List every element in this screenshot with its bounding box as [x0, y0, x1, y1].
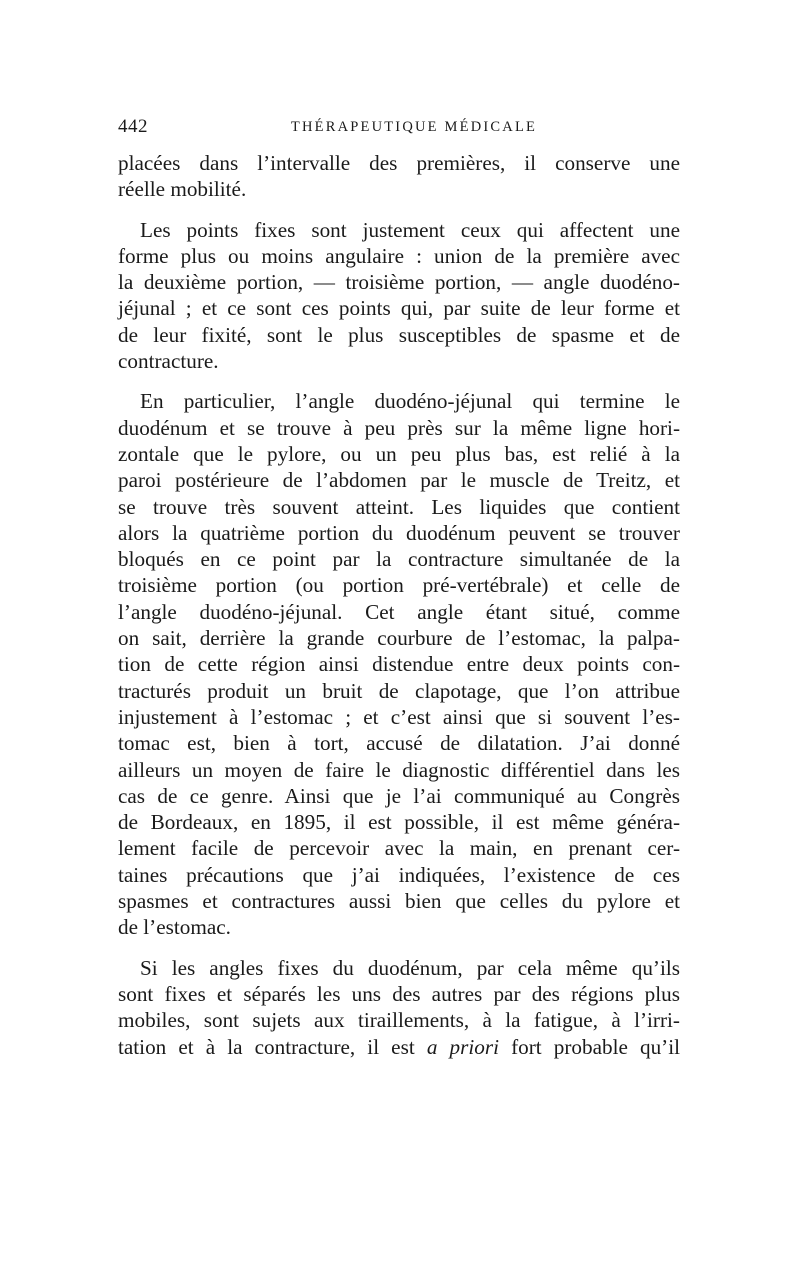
text-line-with-italic — [118, 1034, 680, 1060]
paragraph-4 — [118, 955, 680, 1060]
text-line: En particulier, l’angle duodéno-jéjunal qui termine le — [140, 389, 680, 414]
text-line: troisième portion (ou portion pré-vertébrale) et celle de — [118, 573, 680, 598]
paragraph-3 — [118, 388, 680, 940]
running-title: THÉRAPEUTIQUE MÉDICALE — [290, 119, 538, 135]
page-number: 442 — [118, 116, 148, 137]
text-line: jéjunal ; et ce sont ces points qui, par suite de leur forme et — [118, 296, 680, 321]
body-text — [118, 150, 680, 1074]
text-line: duodénum et se trouve à peu près sur la même ligne hori- — [118, 415, 680, 440]
text-line: forme plus ou moins angulaire : union de la première avec — [118, 243, 680, 268]
text-line: Si les angles fixes du duodénum, par cela même qu’ils — [140, 955, 680, 980]
text-line: sont fixes et séparés les uns des autres par des régions plus — [118, 981, 680, 1006]
text-line: lement facile de percevoir avec la main, en prenant cer- — [118, 836, 680, 861]
text-line: on sait, derrière la grande courbure de l’estomac, la palpa- — [118, 626, 680, 651]
text-line: injustement à l’estomac ; et c’est ainsi que si souvent l’es- — [118, 704, 680, 729]
text-line: se trouve très souvent atteint. Les liquides que contient — [118, 494, 680, 519]
italic-phrase: a priori — [426, 1034, 499, 1059]
text-line: de Bordeaux, en 1895, il est possible, il est même généra- — [118, 810, 680, 835]
text-line: ailleurs un moyen de faire le diagnostic différentiel dans les — [118, 757, 680, 782]
text-line: contracture. — [118, 349, 219, 374]
paragraph-2 — [118, 217, 680, 375]
text-line: placées dans l’intervalle des premières, il conserve une — [118, 151, 680, 175]
text-segment: tation et à la contracture, il est — [118, 1034, 427, 1059]
text-line: alors la quatrième portion du duodénum peuvent se trouver — [118, 520, 680, 545]
text-line: tomac est, bien à tort, accusé de dilatation. J’ai donné — [118, 731, 680, 756]
text-segment: fort probable qu’il — [498, 1034, 681, 1059]
text-line: Les points fixes sont justement ceux qui affectent une — [140, 217, 680, 242]
text-line: zontale que le pylore, ou un peu plus bas, est relié à la — [118, 441, 680, 466]
text-line: de l’estomac. — [118, 915, 231, 940]
text-line: de leur fixité, sont le plus susceptibles de spasme et de — [118, 322, 680, 347]
text-line: l’angle duodéno-jéjunal. Cet angle étant situé, comme — [118, 599, 680, 624]
text-line: la deuxième portion, — troisième portion, — angle duodéno- — [118, 270, 680, 295]
text-line: taines précautions que j’ai indiquées, l’existence de ces — [118, 862, 680, 887]
text-line: bloqués en ce point par la contracture simultanée de la — [118, 547, 680, 572]
text-line: réelle mobilité. — [118, 177, 247, 202]
paragraph-1 — [118, 150, 680, 203]
text-line: paroi postérieure de l’abdomen par le muscle de Treitz, et — [118, 468, 680, 493]
text-line: cas de ce genre. Ainsi que je l’ai communiqué au Congrès — [118, 783, 680, 808]
page-header — [118, 112, 680, 142]
text-line: mobiles, sont sujets aux tiraillements, à la fatigue, à l’irri- — [118, 1008, 680, 1033]
text-line: spasmes et contractures aussi bien que celles du pylore et — [118, 889, 680, 914]
text-line: tracturés produit un bruit de clapotage, que l’on attribue — [118, 678, 680, 703]
text-line: tion de cette région ainsi distendue entre deux points con- — [118, 652, 680, 677]
